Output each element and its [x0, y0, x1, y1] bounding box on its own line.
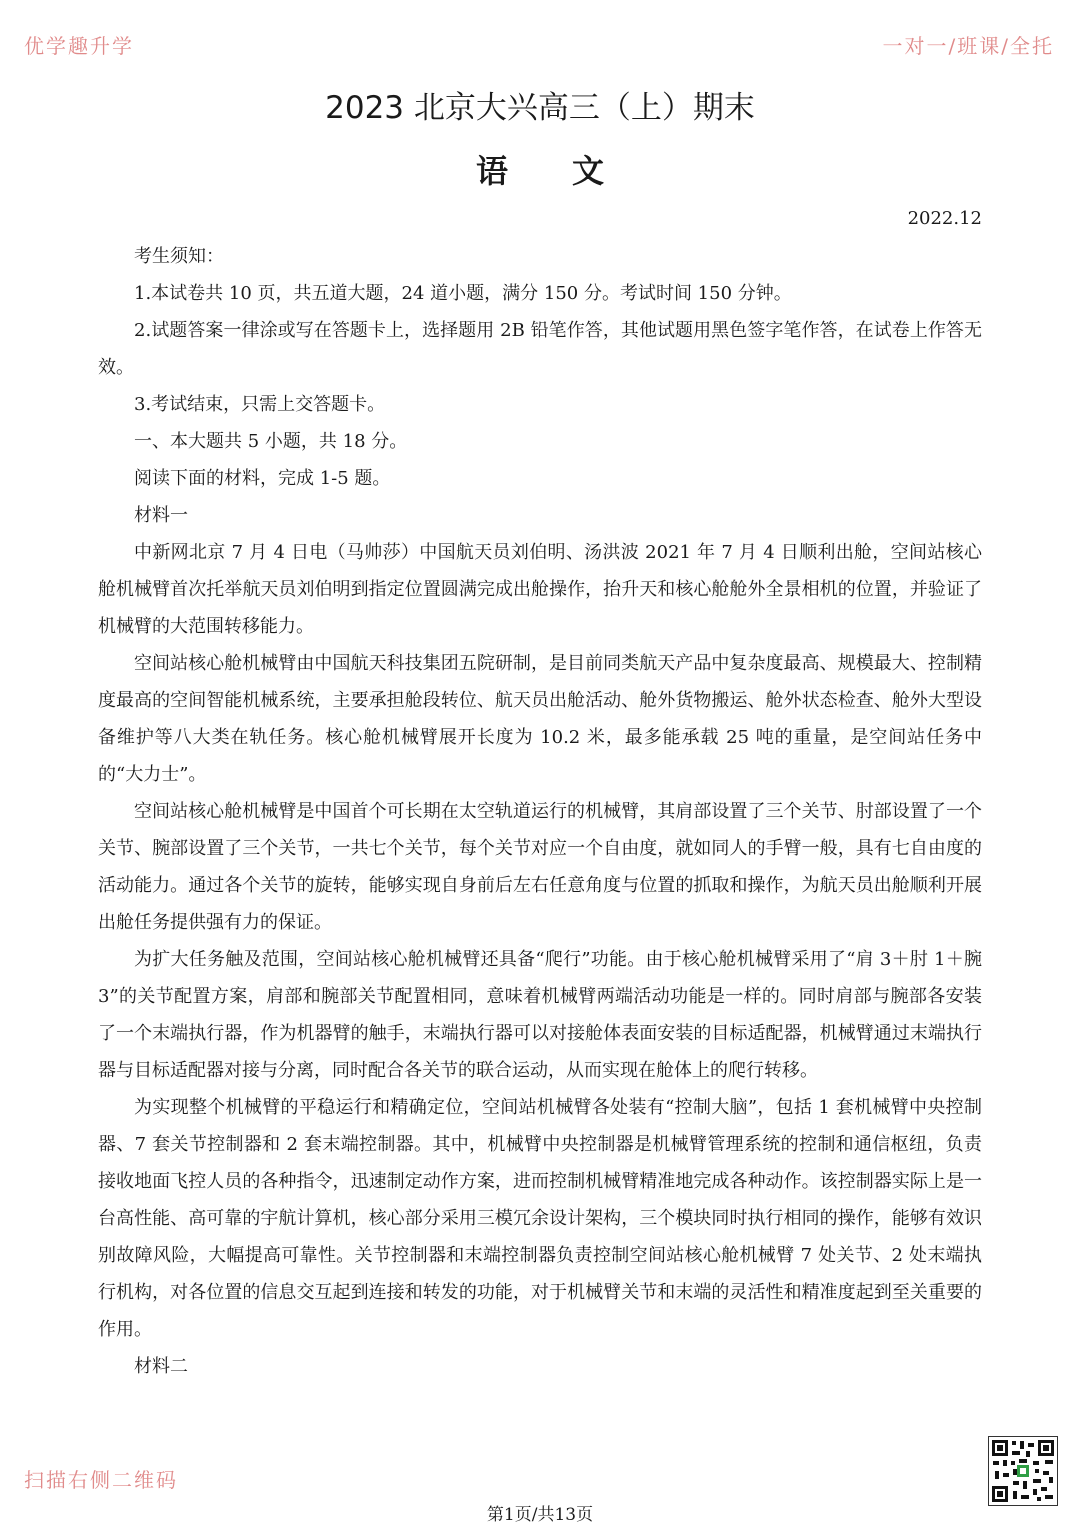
paragraph: 中新网北京 7 月 4 日电（马帅莎）中国航天员刘伯明、汤洪波 2021 年 7 月 4 日顺利出舱，空间站核心舱机械臂首次托举航天员刘伯明到指定位置圆满完成出舱操作，抬升天和核心舱舱外全景相机的位置，并验证了机械臂的大范围转移能力。: [98, 542, 982, 637]
subject-heading: 语文: [475, 152, 668, 190]
paragraph: 为实现整个机械臂的平稳运行和精确定位，空间站机械臂各处装有“控制大脑”，包括 1 套机械臂中央控制器、7 套关节控制器和 2 套末端控制器。其中，机械臂中央控制器是机械臂管理系统的控制和通信枢纽，负责接收地面飞控人员的各种指令，迅速制定动作方案，进而控制机械臂精准地完成各种动作。该控制器实际上是一台高性能、高可靠的宇航计算机，核心部分采用三模冗余设计架构，三个模块同时执行相同的操作，能够有效识别故障风险，大幅提高可靠性。关节控制器和末端控制器负责控制空间站核心舱机械臂 7 处关节、2 处末端执行机构，对各位置的信息交互起到连接和转发的功能，对于机械臂关节和末端的灵活性和精准度起到至关重要的作用。: [98, 1097, 982, 1340]
exam-date: 2022.12: [907, 208, 982, 229]
notice-item: 3.考试结束，只需上交答题卡。: [134, 394, 386, 415]
document-body: [98, 238, 982, 1385]
material-label: 材料二: [134, 1356, 188, 1377]
material-label: 材料一: [134, 505, 188, 526]
section-heading: 一、本大题共 5 小题，共 18 分。: [134, 431, 408, 452]
paragraph: 空间站核心舱机械臂由中国航天科技集团五院研制，是目前同类航天产品中复杂度最高、规模最大、控制精度最高的空间智能机械系统，主要承担舱段转位、航天员出舱活动、舱外货物搬运、舱外状态检查、舱外大型设备维护等八大类在轨任务。核心舱机械臂展开长度为 10.2 米，最多能承载 25 吨的重量，是空间站任务中的“大力士”。: [98, 653, 982, 785]
notice-item: 1.本试卷共 10 页，共五道大题，24 道小题，满分 150 分。考试时间 150 分钟。: [134, 283, 792, 304]
paragraph: 空间站核心舱机械臂是中国首个可长期在太空轨道运行的机械臂，其肩部设置了三个关节、肘部设置了一个关节、腕部设置了三个关节，一共七个关节，每个关节对应一个自由度，就如同人的手臂一般，具有七自由度的活动能力。通过各个关节的旋转，能够实现自身前后左右任意角度与位置的抓取和操作，为航天员出舱顺利开展出舱任务提供强有力的保证。: [98, 801, 982, 933]
notice-heading: 考生须知：: [134, 246, 224, 267]
section-instruction: 阅读下面的材料，完成 1-5 题。: [134, 468, 391, 489]
watermark-top-left: 优学趣升学: [24, 34, 134, 58]
notice-item: 2.试题答案一律涂或写在答题卡上，选择题用 2B 铅笔作答，其他试题用黑色签字笔作答，在试卷上作答无效。: [98, 320, 982, 378]
page-number: 第1页/共13页: [486, 1505, 594, 1525]
page-title: 2023 北京大兴高三（上）期末: [325, 90, 755, 126]
watermark-top-right: 一对一/班课/全托: [882, 34, 1054, 58]
qr-code-icon: [988, 1436, 1058, 1506]
watermark-bottom-left: 扫描右侧二维码: [24, 1468, 178, 1492]
paragraph: 为扩大任务触及范围，空间站核心舱机械臂还具备“爬行”功能。由于核心舱机械臂采用了“肩 3＋肘 1＋腕 3”的关节配置方案，肩部和腕部关节配置相同，意味着机械臂两端活动功能是一样的。同时肩部与腕部各安装了一个末端执行器，作为机器臂的触手，末端执行器可以对接舱体表面安装的目标适配器，机械臂通过末端执行器与目标适配器对接与分离，同时配合各关节的联合运动，从而实现在舱体上的爬行转移。: [98, 949, 982, 1081]
